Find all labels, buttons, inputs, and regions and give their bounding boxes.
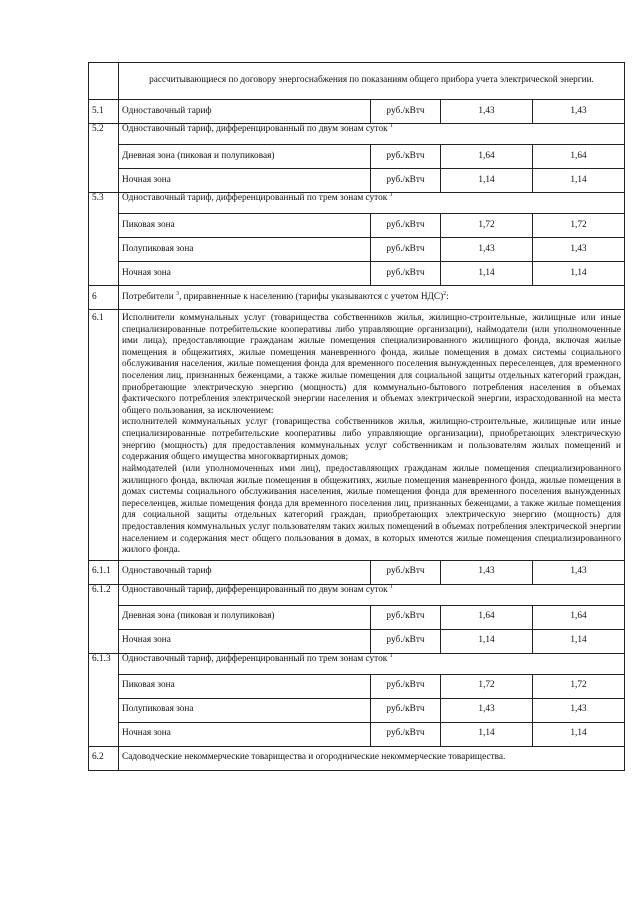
- unit-cell: руб./кВтч: [371, 629, 441, 653]
- value-cell: 1,64: [441, 145, 533, 169]
- row-description: [119, 310, 625, 561]
- row-number: 6.1.1: [89, 560, 119, 584]
- row-number: 5.2: [89, 124, 119, 193]
- value-cell: 1,64: [533, 605, 625, 629]
- table-row: [89, 698, 625, 722]
- row-number: 6.2: [89, 746, 119, 770]
- table-row: [89, 145, 625, 169]
- table-row: [89, 746, 625, 770]
- table-row: [89, 262, 625, 286]
- value-cell: 1,43: [533, 560, 625, 584]
- row-label: Пиковая зона: [119, 674, 371, 698]
- value-cell: 1,43: [441, 100, 533, 124]
- unit-cell: руб./кВтч: [371, 560, 441, 584]
- table-row: [89, 629, 625, 653]
- row-number: 6.1: [89, 310, 119, 561]
- unit-cell: руб./кВтч: [371, 262, 441, 286]
- paragraph: Исполнители коммунальных услуг (товарищества собственников жилья, жилищно-строительные, жилищные или иные специализированные потребительские кооперативы либо управляющие организации), наймодатели (или уполномоченные ими лица), предоставляющие гражданам жилые помещения специализированного жилищного фонда, включая жилые помещения в общежитиях, жилые помещения маневренного фонда, жилые помещения в домах системы социального обслуживания населения, жилые помещения фонда для временного поселения вынужденных переселенцев, для временного поселения лиц, признанных беженцами, а также жилые помещения для социальной защиты отдельных категорий граждан, приобретающие электрическую энергию (мощность) для коммунально-бытового потребления населения в объемах фактического потребления электрической энергии населения и объемах электрической энергии, израсходованной на места общего пользования, за исключением:: [122, 313, 621, 416]
- table-row: [89, 100, 625, 124]
- row-number: 6: [89, 286, 119, 310]
- value-cell: 1,14: [441, 629, 533, 653]
- value-cell: 1,72: [533, 214, 625, 238]
- value-cell: 1,43: [533, 698, 625, 722]
- table-row: [89, 722, 625, 746]
- table-row: [89, 674, 625, 698]
- value-cell: 1,72: [441, 214, 533, 238]
- row-number: 5.3: [89, 193, 119, 286]
- tariff-table: [88, 62, 625, 771]
- row-label: Ночная зона: [119, 629, 371, 653]
- row-label: Одноставочный тариф, дифференцированный по двум зонам суток $^1$: [119, 584, 625, 605]
- paragraph: наймодателей (или уполномоченных ими лиц), предоставляющих гражданам жилые помещения специализированного жилищного фонда, включая жилые помещения в общежитиях, жилые помещения маневренного фонда, жилые помещения в домах системы социального обслуживания населения, жилые помещения фонда для временного поселения вынужденных переселенцев, жилые помещения фонда для временного поселения лиц, признанных беженцами, а также жилые помещения для социальной защиты отдельных категорий граждан, приобретающих электрическую энергию (мощность) для предоставления коммунальных услуг пользователям таких жилых помещений в объемах потребления электрической энергии населением и содержания мест общего пользования в домах, в которых имеются жилые помещения специализированного жилого фонда.: [122, 463, 621, 556]
- unit-cell: руб./кВтч: [371, 145, 441, 169]
- paragraph: исполнителей коммунальных услуг (товарищества собственников жилья, жилищно-строительные, жилищные или иные специализированные потребительские кооперативы либо управляющие организации), приобретающих электрическую энергию (мощность) для предоставления коммунальных услуг собственникам и пользователям жилых помещений и содержания общего имущества многоквартирных домов;: [122, 417, 621, 463]
- table-row: [89, 124, 625, 145]
- table-row: [89, 286, 625, 310]
- row-number: 5.1: [89, 100, 119, 124]
- value-cell: 1,43: [441, 560, 533, 584]
- value-cell: 1,72: [533, 674, 625, 698]
- value-cell: 1,14: [533, 262, 625, 286]
- table-row: [89, 605, 625, 629]
- row-label: Одноставочный тариф, дифференцированный по трем зонам суток $^1$: [119, 653, 625, 674]
- value-cell: 1,14: [533, 629, 625, 653]
- table-row: [89, 193, 625, 214]
- unit-cell: руб./кВтч: [371, 100, 441, 124]
- row-label: Полупиковая зона: [119, 238, 371, 262]
- unit-cell: руб./кВтч: [371, 722, 441, 746]
- row-label: Одноставочный тариф, дифференцированный по двум зонам суток $^1$: [119, 124, 625, 145]
- value-cell: 1,64: [533, 145, 625, 169]
- row-label: Пиковая зона: [119, 214, 371, 238]
- row-label: Ночная зона: [119, 169, 371, 193]
- value-cell: 1,64: [441, 605, 533, 629]
- row-label: Одноставочный тариф, дифференцированный по трем зонам суток $^1$: [119, 193, 625, 214]
- value-cell: 1,14: [441, 262, 533, 286]
- row-number: 6.1.2: [89, 584, 119, 653]
- row-label: Ночная зона: [119, 722, 371, 746]
- table-row: [89, 214, 625, 238]
- value-cell: 1,43: [533, 100, 625, 124]
- table-row: [89, 310, 625, 561]
- row-label: Дневная зона (пиковая и полупиковая): [119, 605, 371, 629]
- value-cell: 1,14: [533, 169, 625, 193]
- unit-cell: руб./кВтч: [371, 169, 441, 193]
- table-row: [89, 169, 625, 193]
- unit-cell: руб./кВтч: [371, 674, 441, 698]
- value-cell: 1,14: [533, 722, 625, 746]
- intro-text: рассчитывающиеся по договору энергоснабжения по показаниям общего прибора учета электрической энергии.: [119, 63, 625, 100]
- value-cell: 1,43: [441, 698, 533, 722]
- row-label: Одноставочный тариф: [119, 560, 371, 584]
- unit-cell: руб./кВтч: [371, 605, 441, 629]
- row-label: Садоводческие некоммерческие товарищества и огороднические некоммерческие товарищества.: [119, 746, 625, 770]
- value-cell: 1,43: [533, 238, 625, 262]
- value-cell: 1,72: [441, 674, 533, 698]
- row-label: Ночная зона: [119, 262, 371, 286]
- unit-cell: руб./кВтч: [371, 238, 441, 262]
- value-cell: 1,43: [441, 238, 533, 262]
- table-row: [89, 584, 625, 605]
- row-label: Потребители $^3$, приравненные к населению (тарифы указываются с учетом НДС)$^2$:: [119, 286, 625, 310]
- table-row: [89, 63, 625, 100]
- table-row: [89, 238, 625, 262]
- row-label: Одноставочный тариф: [119, 100, 371, 124]
- row-label: Дневная зона (пиковая и полупиковая): [119, 145, 371, 169]
- unit-cell: руб./кВтч: [371, 214, 441, 238]
- value-cell: 1,14: [441, 722, 533, 746]
- table-row: [89, 653, 625, 674]
- row-label: Полупиковая зона: [119, 698, 371, 722]
- value-cell: 1,14: [441, 169, 533, 193]
- table-row: [89, 560, 625, 584]
- row-number: 6.1.3: [89, 653, 119, 746]
- unit-cell: руб./кВтч: [371, 698, 441, 722]
